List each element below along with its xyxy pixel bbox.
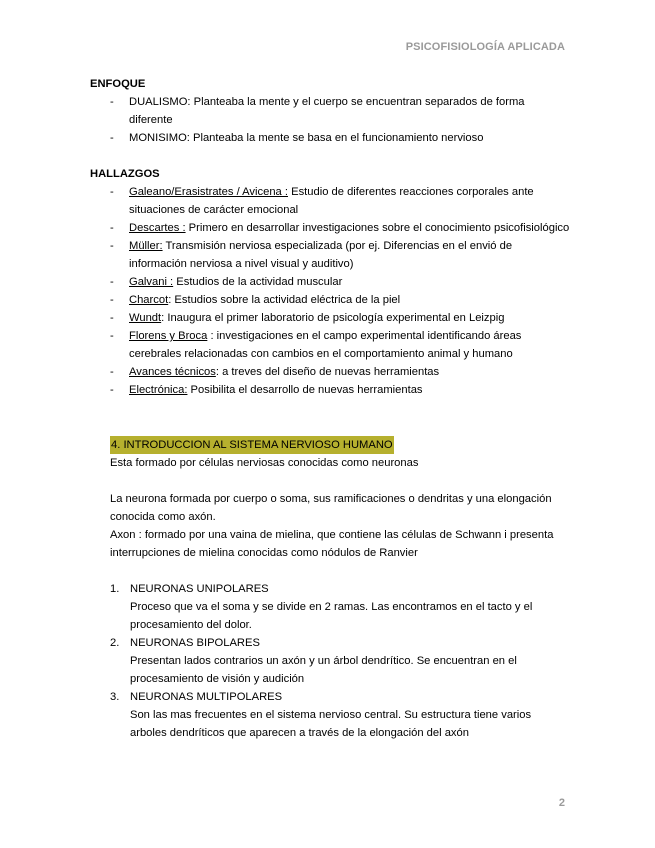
dash-bullet: - <box>110 132 114 144</box>
neuron-type-item <box>110 688 570 742</box>
dash-bullet: - <box>110 222 114 234</box>
item-term: Electrónica: <box>129 384 188 396</box>
item-term: Galeano/Erasistrates / Avicena : <box>129 186 288 198</box>
dash-bullet: - <box>110 186 114 198</box>
item-text: : a treves del diseño de nuevas herramientas <box>215 366 440 378</box>
neuron-type-item <box>110 634 570 688</box>
hallazgos-list <box>110 183 570 399</box>
section-heading-hallazgos: HALLAZGOS <box>90 168 160 180</box>
dash-bullet: - <box>110 294 114 306</box>
dash-bullet: - <box>110 240 114 252</box>
hallazgos-item <box>110 327 570 363</box>
item-term: Florens y Broca <box>129 330 208 342</box>
item-term: Avances técnicos <box>129 366 216 378</box>
item-term: Descartes : <box>129 222 186 234</box>
hallazgos-item <box>110 183 570 219</box>
hallazgos-item <box>110 309 570 327</box>
item-text: : Estudios sobre la actividad eléctrica de la piel <box>168 294 401 306</box>
item-text: Estudios de la actividad muscular <box>173 276 343 288</box>
item-text: : Inaugura el primer laboratorio de psicología experimental en Leizpig <box>161 312 505 324</box>
running-header: PSICOFISIOLOGÍA APLICADA <box>405 41 565 53</box>
item-text: MONISIMO: Planteaba la mente se basa en el funcionamiento nervioso <box>129 132 484 144</box>
hallazgos-item <box>110 219 570 237</box>
item-text: Estudio de diferentes reacciones corporales ante situaciones de carácter emocional <box>129 186 534 216</box>
item-number: 3. <box>110 691 120 703</box>
neuron-types-list <box>110 580 570 742</box>
item-text: DUALISMO: Planteaba la mente y el cuerpo se encuentran separados de forma diferente <box>129 96 525 126</box>
item-term: Charcot <box>129 294 169 306</box>
dash-bullet: - <box>110 384 114 396</box>
dash-bullet: - <box>110 276 114 288</box>
item-number: 2. <box>110 637 120 649</box>
item-title: NEURONAS MULTIPOLARES <box>130 691 283 703</box>
dash-bullet: - <box>110 330 114 342</box>
item-text: : investigaciones en el campo experimental identificando áreas cerebrales relacionadas con cambios en el comportamiento animal y humano <box>129 330 522 360</box>
neuron-type-item <box>110 580 570 634</box>
hallazgos-item <box>110 381 570 399</box>
neurona-paragraph: La neurona formada por cuerpo o soma, sus ramificaciones o dendritas y una elongación conocida como axón. <box>110 493 552 523</box>
item-title: NEURONAS UNIPOLARES <box>130 583 269 595</box>
item-number: 1. <box>110 583 120 595</box>
item-title: NEURONAS BIPOLARES <box>130 637 260 649</box>
page-number: 2 <box>558 797 565 809</box>
item-text: Primero en desarrollar investigaciones sobre el conocimiento psicofisiológico <box>185 222 570 234</box>
item-text: Transmisión nerviosa especializada (por ej. Diferencias en el envió de información nerviosa a nivel visual y auditivo) <box>129 240 513 270</box>
hallazgos-item <box>110 273 570 291</box>
dash-bullet: - <box>110 96 114 108</box>
section-heading-enfoque: ENFOQUE <box>90 78 146 90</box>
item-description: Presentan lados contrarios un axón y un árbol dendrítico. Se encuentran en el procesamiento de visión y audición <box>130 655 517 685</box>
axon-paragraph: Axon : formado por una vaina de mielina, que contiene las células de Schwann i presenta interrupciones de mielina conocidas como nódulos de Ranvier <box>110 529 554 559</box>
hallazgos-item <box>110 237 570 273</box>
dash-bullet: - <box>110 312 114 324</box>
hallazgos-item <box>110 363 570 381</box>
item-term: Wundt <box>129 312 162 324</box>
intro-paragraph: Esta formado por células nerviosas conocidas como neuronas <box>110 457 419 469</box>
dash-bullet: - <box>110 366 114 378</box>
item-term: Galvani : <box>129 276 174 288</box>
item-description: Proceso que va el soma y se divide en 2 ramas. Las encontramos en el tacto y el procesamiento del dolor. <box>130 601 533 631</box>
enfoque-item <box>110 93 570 129</box>
enfoque-item <box>110 129 570 147</box>
chapter-heading: 4. INTRODUCCION AL SISTEMA NERVIOSO HUMANO <box>110 436 394 454</box>
item-term: Müller: <box>129 240 163 252</box>
item-text: Posibilita el desarrollo de nuevas herramientas <box>187 384 423 396</box>
enfoque-list <box>110 93 570 147</box>
item-description: Son las mas frecuentes en el sistema nervioso central. Su estructura tiene varios arboles dendríticos que aparecen a través de la elongación del axón <box>130 709 532 739</box>
hallazgos-item <box>110 291 570 309</box>
